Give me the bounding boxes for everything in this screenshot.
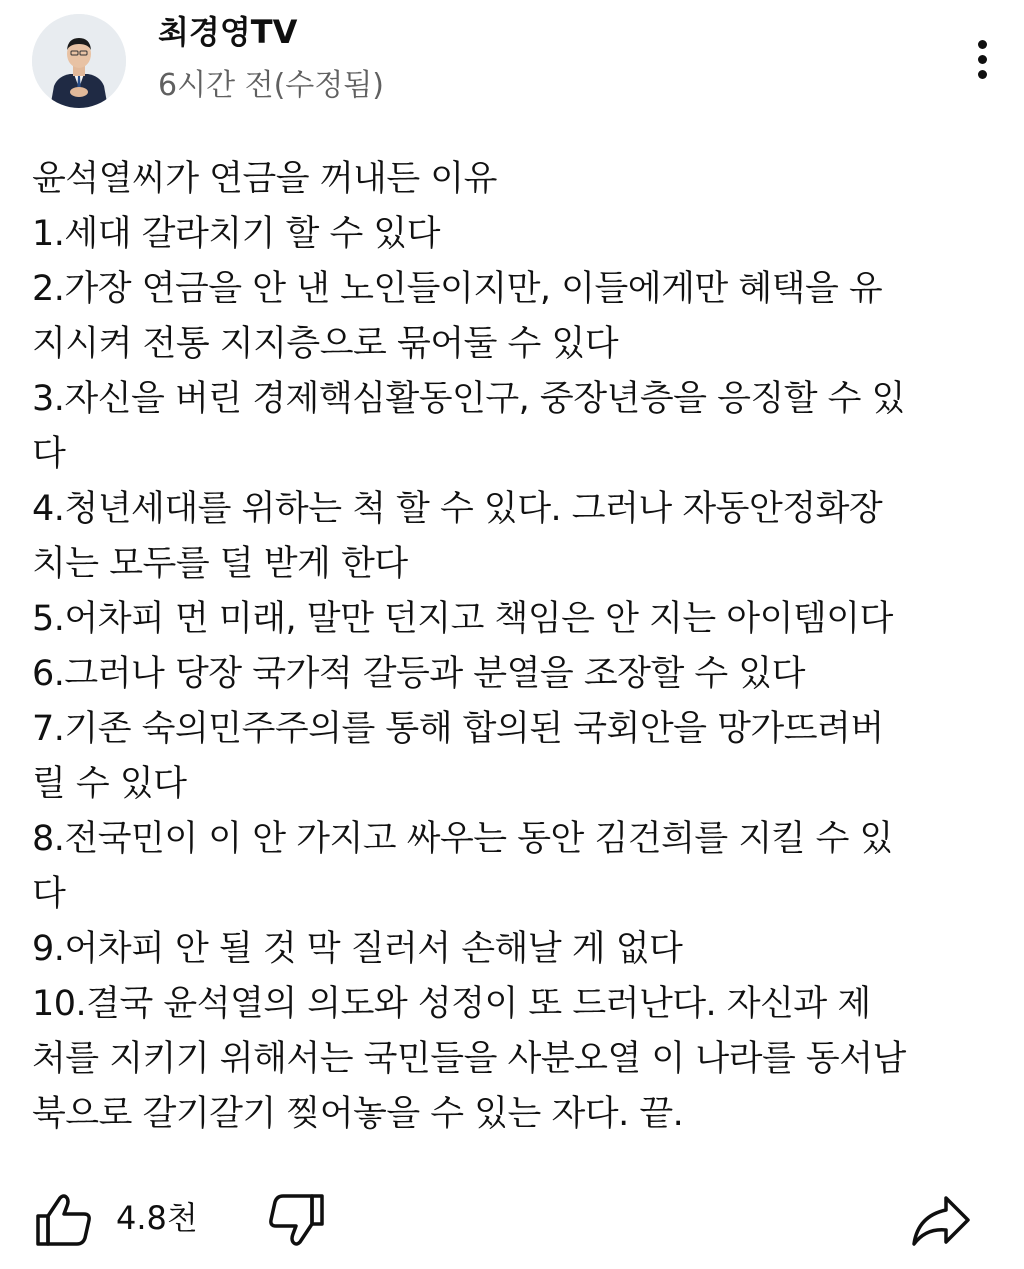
post-timestamp: 6시간 전(수정됨) — [158, 68, 384, 103]
post-line: 9.어차피 안 될 것 막 질러서 손해날 게 없다 — [32, 929, 683, 969]
post-line: 1.세대 갈라치기 할 수 있다 — [32, 214, 440, 254]
post-text — [32, 152, 992, 1142]
more-vert-icon[interactable] — [958, 34, 1008, 84]
share-icon[interactable] — [910, 1194, 972, 1248]
post-line: 3.자신을 버린 경제핵심활동인구, 중장년층을 응징할 수 있 — [32, 379, 905, 419]
post-line: 북으로 갈기갈기 찢어놓을 수 있는 자다. 끝. — [32, 1094, 684, 1134]
post-line: 7.기존 숙의민주주의를 통해 합의된 국회안을 망가뜨려버 — [32, 709, 884, 749]
avatar-person-image — [32, 14, 126, 108]
post-line: 5.어차피 먼 미래, 말만 던지고 책임은 안 지는 아이템이다 — [32, 599, 893, 639]
post-line: 4.청년세대를 위하는 척 할 수 있다. 그러나 자동안정화장 — [32, 489, 883, 529]
post-line: 다 — [32, 434, 66, 474]
channel-name[interactable]: 최경영TV — [158, 13, 298, 51]
post-line: 지시켜 전통 지지층으로 묶어둘 수 있다 — [32, 324, 619, 364]
post-line: 6.그러나 당장 국가적 갈등과 분열을 조장할 수 있다 — [32, 654, 805, 694]
post-header — [0, 0, 1024, 130]
post-line: 2.가장 연금을 안 낸 노인들이지만, 이들에게만 혜택을 유 — [32, 269, 883, 309]
action-bar — [0, 1180, 1024, 1260]
thumbs-up-icon[interactable] — [34, 1192, 94, 1248]
post-line: 윤석열씨가 연금을 꺼내든 이유 — [32, 159, 497, 199]
post-line: 10.결국 윤석열의 의도와 성정이 또 드러난다. 자신과 제 — [32, 984, 871, 1024]
avatar[interactable] — [32, 14, 126, 108]
post-line: 8.전국민이 이 안 가지고 싸우는 동안 김건희를 지킬 수 있 — [32, 819, 893, 859]
post-line: 다 — [32, 874, 66, 914]
thumbs-down-icon[interactable] — [266, 1192, 326, 1248]
post-line: 릴 수 있다 — [32, 764, 187, 804]
post-line: 처를 지키기 위해서는 국민들을 사분오열 이 나라를 동서남 — [32, 1039, 906, 1079]
like-count: 4.8천 — [116, 1199, 198, 1237]
post-line: 치는 모두를 덜 받게 한다 — [32, 544, 408, 584]
